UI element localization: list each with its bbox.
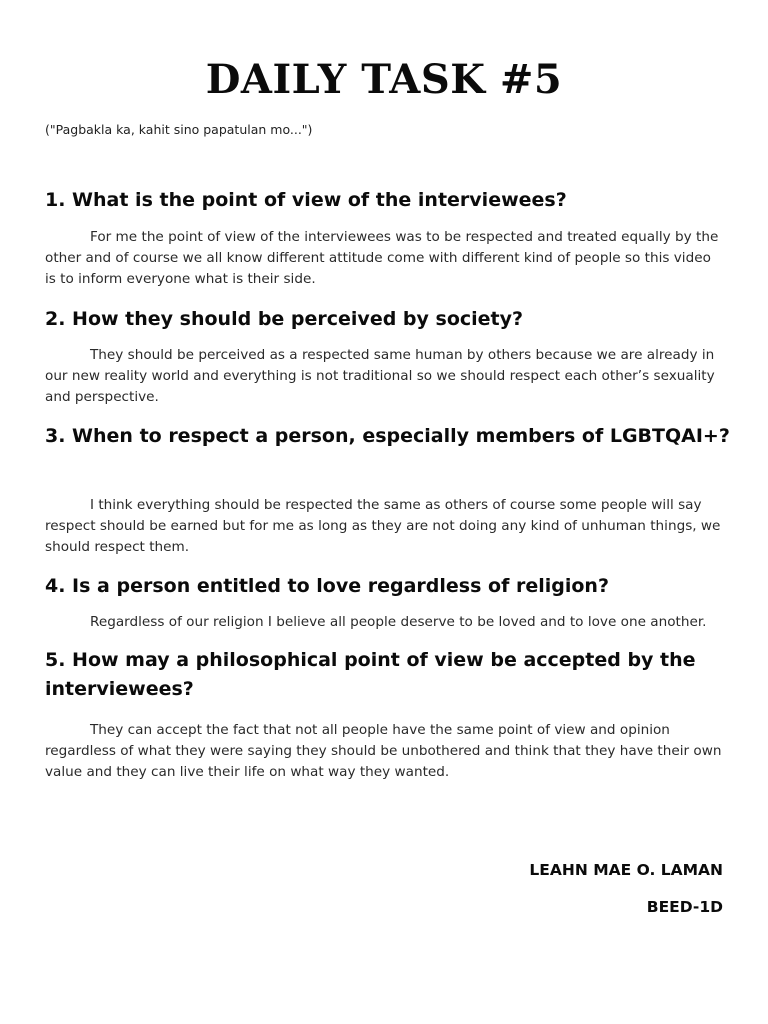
question-3: 3. When to respect a person, especially members of LGBTQAI+? [45, 425, 730, 447]
document-page [45, 0, 730, 1024]
question-5: 5. How may a philosophical point of view be accepted by the interviewees? [45, 649, 696, 700]
subtitle: ("Pagbakla ka, kahit sino papatulan mo...") [45, 122, 313, 137]
question-4: 4. Is a person entitled to love regardless of religion? [45, 575, 609, 597]
answer-4: Regardless of our religion I believe all people deserve to be loved and to love one another. [90, 614, 707, 630]
author-name: LEAHN MAE O. LAMAN [529, 861, 723, 879]
page-title: DAILY TASK #5 [205, 56, 563, 103]
answer-1: For me the point of view of the interviewees was to be respected and treated equally by the other and of course we all know different attitude come with different kind of people so this video is to inform everyone what is their side. [45, 229, 719, 287]
answer-3: I think everything should be respected the same as others of course some people will say respect should be earned but for me as long as they are not doing any kind of unhuman things, we should respect them. [45, 497, 721, 555]
question-2: 2. How they should be perceived by society? [45, 308, 524, 330]
answer-5: They can accept the fact that not all people have the same point of view and opinion regardless of what they were saying they should be unbothered and think that they have their own value and they can live their life on what way they wanted. [45, 722, 722, 780]
answer-2: They should be perceived as a respected same human by others because we are already in our new reality world and everything is not traditional so we should respect each other’s sexuality and perspective. [45, 347, 715, 405]
section-label: BEED-1D [646, 898, 723, 916]
question-1: 1. What is the point of view of the interviewees? [45, 189, 567, 211]
